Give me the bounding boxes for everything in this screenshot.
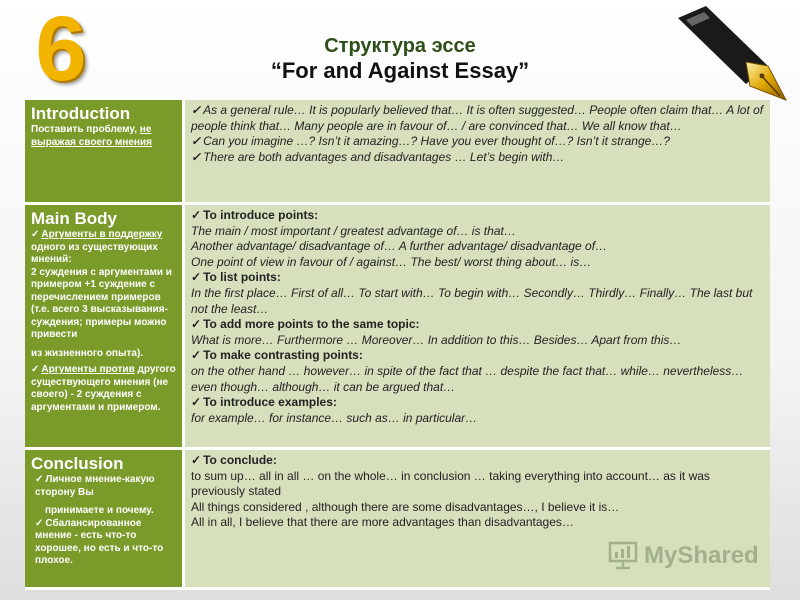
conclusion-item-1: ✓ Личное мнение-какую сторону Вы (31, 474, 176, 499)
points-block (191, 208, 764, 270)
arg-for-text: одного из существующих мнений: (31, 241, 158, 265)
intro-heading: Introduction (31, 104, 131, 123)
body-arg-for (31, 229, 176, 267)
arg-against-text: другого существующего мнения (не своего) - 2 суждения с аргументами и примером. (31, 364, 176, 413)
number-six-badge: 6 (35, 0, 87, 100)
intro-instruction-underlined: не выражая своего мнения (31, 124, 152, 148)
conclude-line: to sum up… all in all … on the whole… in conclusion … taking everything into account… as it was previously stated (191, 468, 710, 499)
points-block (191, 317, 764, 348)
block-text: The main / most important / greatest advantage of… is that… Another advantage/ disadvantage of… A further advantage/ disadvantage of… One point of view in favour of / against… The best/ worst thing about… is… (191, 223, 608, 269)
arg-against-underlined: Аргументы против (41, 364, 135, 375)
block-heading: ✓ To list points: (191, 270, 764, 286)
body-arg-against (31, 364, 176, 414)
watermark-text: MyShared (644, 542, 759, 569)
block-text: on the other hand … however… in spite of the fact that … despite the fact that… while… nevertheless… even though… although… it can be argued that… (191, 363, 744, 394)
body-heading: Main Body (31, 209, 117, 228)
block-text: for example… for instance… such as… in particular… (191, 410, 478, 425)
myshared-watermark (608, 540, 768, 574)
intro-instruction (31, 124, 176, 149)
body-arg-for-detail-2: из жизненного опыта). (31, 347, 144, 359)
block-heading: ✓ To introduce points: (191, 208, 764, 224)
intro-item: ✓ As a general rule… It is popularly believed that… It is often suggested… People often claim that… A lot of people think that… Many people are in favour of… / are convinced that… We all know that… (191, 103, 764, 134)
block-text: What is more… Furthermore … Moreover… In addition to this… Besides… Apart from this… (191, 332, 682, 347)
conclude-heading: ✓ To conclude: (191, 453, 764, 469)
points-block (191, 395, 764, 426)
points-block (191, 270, 764, 317)
intro-right-cell (185, 100, 770, 205)
slide-title (150, 34, 650, 84)
intro-left-cell (25, 100, 185, 205)
title-line-1: Структура эссе (324, 35, 476, 57)
presentation-board-icon (608, 540, 638, 570)
points-block (191, 348, 764, 395)
conclusion-item-1-cont: принимаете и почему. (45, 505, 154, 516)
table-row-introduction (25, 100, 770, 205)
intro-item: ✓ Can you imagine …? Isn’t it amazing…? Have you ever thought of…? Isn’t it strange…? (191, 134, 764, 150)
arg-for-underlined: Аргументы в поддержку (41, 229, 163, 240)
conclusion-left-cell (25, 450, 185, 590)
body-arg-for-detail: 2 суждения с аргументами и примером +1 суждение с перечислением примеров (т.е. всего 3 высказывания-суждения; примеры можно привести (31, 266, 172, 340)
essay-structure-table (25, 100, 770, 590)
block-heading: ✓ To make contrasting points: (191, 348, 764, 364)
table-row-main-body (25, 205, 770, 450)
intro-item: ✓ There are both advantages and disadvantages … Let’s begin with… (191, 150, 764, 166)
conclusion-item-2: ✓ Сбалансированное мнение - есть что-то хорошее, но есть и что-то плохое. (31, 518, 176, 568)
conclusion-heading: Conclusion (31, 454, 124, 473)
block-heading: ✓ To introduce examples: (191, 395, 764, 411)
body-left-cell (25, 205, 185, 450)
fountain-pen-icon (676, 4, 796, 104)
conclude-line: All in all, I believe that there are more advantages than disadvantages… (191, 515, 574, 530)
block-heading: ✓ To add more points to the same topic: (191, 317, 764, 333)
intro-instruction-text: Поставить проблему, (31, 124, 140, 135)
conclude-line: All things considered , although there are some disadvantages…, I believe it is… (191, 499, 620, 514)
body-right-cell (185, 205, 770, 450)
block-text: In the first place… First of all… To start with… To begin with… Secondly… Thirdly… Finally… The last but not the least… (191, 285, 753, 316)
title-line-2: “For and Against Essay” (270, 58, 530, 83)
